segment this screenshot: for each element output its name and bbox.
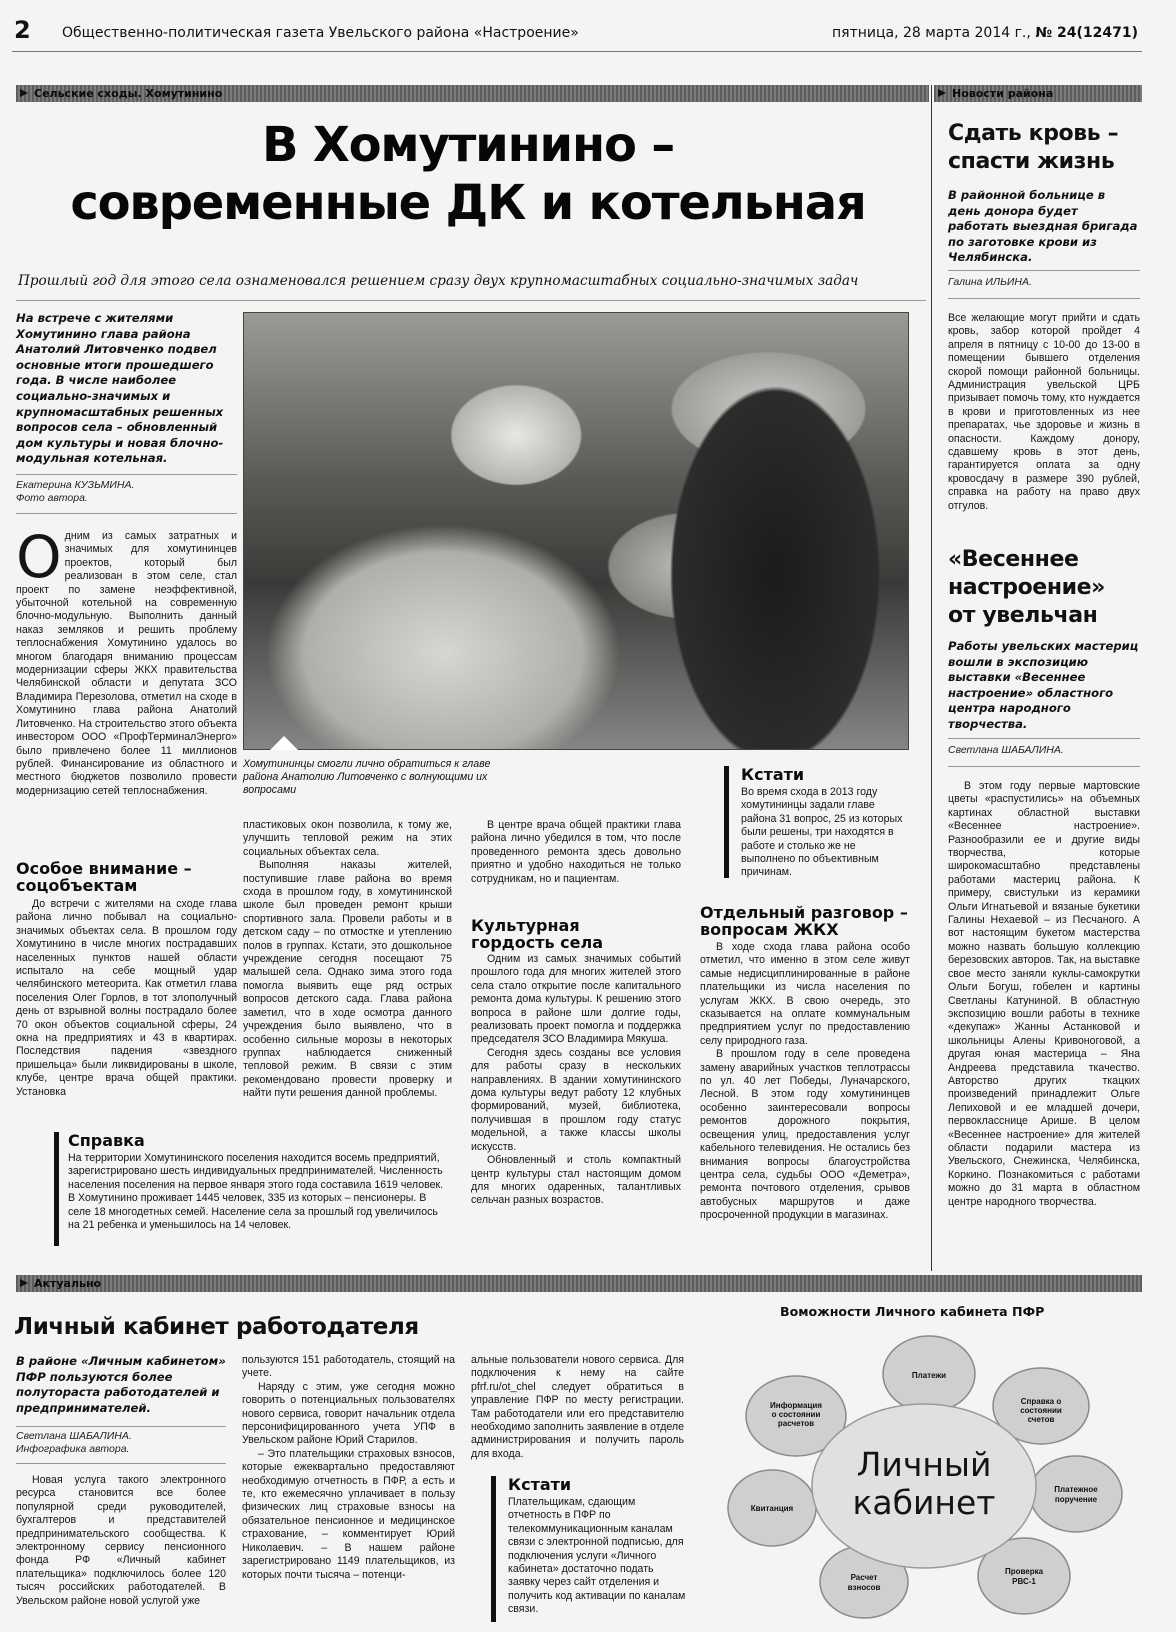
petal-label-account-statement: Справка о состоянии счетов [1020, 1397, 1062, 1424]
sidebar-2-lead-rule [948, 738, 1140, 739]
dropcap: О [16, 523, 62, 591]
sidebar-2-title-line-1: «Весеннее [948, 547, 1079, 572]
section-label-bottom: Актуально [16, 1275, 1142, 1292]
subtitle-rule [16, 300, 926, 301]
column-4-paragraph-1: В ходе схода глава района особо отметил, что именно в этом селе живут самые недисциплинированные в районе плательщики из числа населения по услугам ЖКХ. В свою очередь, это сказывается на оплате коммунальным предприятием услуг по предоставлению селу природного газа. [700, 941, 910, 1047]
bottom-column-1-paragraph: Новая услуга такого электронного ресурса становится все более популярной среди руководителей, бухгалтеров и представителей предпринимательского сообщества. К электронному сервису пенсионного фонда РФ «Личный кабинет плательщика» подключилось более 120 тысяч российских работодателей. В Увельском районе новой услугой уже [16, 1474, 226, 1607]
sidebar-1-byline-rule [948, 298, 1140, 299]
column-4-paragraph-2: В прошлом году в селе проведена замену аварийных участков теплотрассы по ул. 40 лет Победы, Луначарского, Лесной. В этом году хомутининцев особенно заинтересовали вопросы ремонтов дорожного покрытия, освещения улиц, предоставления услуг кабельного телевидения. Не остались без внимания вопросы благоустройства центра села, судьбы ООО «Деметра», ремонта почтового отделения, срывов автобусных маршрутов и даже просроченной продукции в магазинах. [700, 1048, 910, 1222]
center-label-line-1: Личный [856, 1445, 992, 1484]
bottom-column-2 [242, 1354, 455, 1582]
subhead-social-objects: Особое внимание – соцобъектам [16, 859, 192, 895]
bottom-kstati-bar [491, 1476, 496, 1622]
sidebar-article-2-title [948, 546, 1148, 630]
bottom-article-title: Личный кабинет работодателя [14, 1314, 419, 1340]
bottom-column-2-paragraph-3: – Это плательщики страховых взносов, которые ежеквартально предоставляют необходимую отчетность в ПФР, а есть и те, кто ежемесячно уплачивает в пользу физических лиц страховые взносы на обязательное пенсионное и медицинское страхование, – комментирует Юрий Николаевич. – В нашем районе зарегистрировано 1149 плательщиков, из которых почти тысяча – потенци- [242, 1447, 455, 1581]
petal-node-receipt [728, 1470, 816, 1546]
issue-date: пятница, 28 марта 2014 г., [832, 25, 1031, 41]
kstati-bar [724, 766, 729, 878]
main-lead: На встрече с жителями Хомутинино глава района Анатолий Литовченко подвел основные итоги прошедшего года. В числе наиболее социально-значимых и крупномасштабных решенных вопросов села – обновленный дом культуры и новая блочно-модульная котельная. [16, 311, 224, 466]
section-bar-bottom [16, 1275, 1142, 1292]
newspaper-name: Общественно-политическая газета Увельского района «Настроение» [62, 25, 579, 41]
bottom-kstati-title: Кстати [508, 1475, 572, 1494]
bottom-lead: В районе «Личным кабинетом» ПФР пользуются более полутораста работодателей и предпринимателей. [16, 1354, 226, 1415]
issue-number: № 24(12471) [1035, 25, 1138, 41]
spravka-title: Справка [68, 1131, 145, 1150]
sidebar-2-title-line-2: настроение» [948, 575, 1105, 600]
page-number: 2 [14, 16, 31, 44]
sidebar-1-lead-rule [948, 270, 1140, 271]
bottom-column-2-paragraph-1: пользуются 151 работодатель, стоящий на учете. [242, 1354, 455, 1380]
intro-column [16, 523, 238, 798]
column-2-text [243, 819, 452, 1101]
bottom-author-info: Инфографика автора. [16, 1443, 130, 1456]
byline-rule [16, 513, 237, 514]
main-article-title [18, 116, 918, 232]
petal-label-receipt: Квитанция [750, 1504, 794, 1513]
column-3-paragraph-4: Обновленный и столь компактный центр культуры стал настоящим домом для многих одаренных, талантливых сельчан разных возрастов. [471, 1154, 681, 1207]
section-label-main: Сельские сходы. Хомутинино [16, 85, 929, 102]
center-node [812, 1404, 1036, 1568]
center-label-line-2: кабинет [852, 1483, 996, 1522]
column-4-text [700, 941, 910, 1223]
section-bar-main [16, 85, 929, 102]
kstati-text: Во время схода в 2013 году хомутининцы задали главе района 31 вопрос, 25 из которых были решены, три находятся в работе и столько же не выполнено по объективным причинам. [741, 786, 903, 879]
petal-node-payment-order [1030, 1456, 1122, 1532]
sidebar-1-author: Галина ИЛЬИНА. [948, 276, 1032, 288]
kstati-title: Кстати [741, 765, 805, 784]
photo-caption: Хомутининцы смогли лично обратиться к главе района Анатолию Литовченко с волнующими их вопросами [243, 758, 491, 796]
column-1-text [16, 898, 237, 1099]
bottom-kstati-text: Плательщикам, сдающим отчетность в ПФР по телекоммуникационным каналам связи с электронной подписью, для подключения услуги «Личного кабинета» достаточно подать заявку через сайт отделения и получить код активации по каналам связи. [508, 1496, 686, 1616]
bottom-column-3 [471, 1354, 684, 1461]
column-3-text-2 [471, 953, 681, 1208]
main-title-line-1: В Хомутинино – [261, 117, 675, 173]
petal-node-payments [883, 1336, 975, 1412]
bottom-byline-rule [16, 1463, 226, 1464]
bottom-lead-rule [16, 1426, 226, 1427]
bottom-author: Светлана ШАБАЛИНА. [16, 1430, 132, 1442]
column-2-paragraph-2: Выполняя наказы жителей, поступившие главе района во время схода в прошлом году, в хомутининской школе был проведен ремонт крыши спортивного зала. Провели работы и в детском саду – по отмостке и утеплению полов в группах. Кстати, это дошкольное учреждение сегодня посещают 75 малышей села. Однако зима этого года помогла выявить еще ряд острых вопросов детского сада. Глава района заметил, что в ходе осмотра данного учреждения было выявлено, что в особенно сильные морозы в некоторых группах наблюдается сниженный тепловой режим. В связи с этим рекомендовано провести проверку и найти пути решения данной проблемы. [243, 859, 452, 1100]
sidebar-divider [931, 85, 932, 1271]
bottom-column-2-paragraph-2: Наряду с этим, уже сегодня можно говорить о потенциальных пользователях нового сервиса, говорит начальник отдела персонифицированного учета УПФ в Увельском районе Юрий Старилов. [242, 1380, 455, 1447]
main-byline [16, 479, 237, 506]
column-1-paragraph: До встречи с жителями на сходе глава района лично побывал на социально-значимых объектах села. В прошлом году Хомутинино в числе многих пострадавших населенных пунктов нашей области испытало на себе мощный удар челябинского метеорита. Как отметил глава поселения Олег Горлов, в тот злополучный день от взрывной волны пострадало более 70 окон объектов социальной сферы, 24 окна на предприятиях и 43 в квартирах. Последствия падения «звездного пришельца» были ликвидированы в школе, клубе, центре врача общей практики. Установка [16, 898, 237, 1098]
intro-text: дним из самых затратных и значимых для хомутининцев проектов, который был реализован в этом селе, стал проект по замене неэффективной, убыточной котельной на современную блочно-модульную. Выполнить данный наказ земляков и решить проблему теплоснабжения Хомутинино удалось во многом благодаря вниманию процессам модернизации сферы ЖКХ правительства Челябинской области и депутата ЗСО Владимира Перезолова, отметил на сходе в Хомутинино глава района Анатолий Литовченко. На строительство этого объекта инвестором ООО «ПрофТерминалЭнерго» было привлечено более 11 миллионов рублей. Финансирование из областного и местного бюджетов позволило провести модернизацию сетей теплоснабжения. [16, 530, 238, 797]
sidebar-2-byline-rule [948, 766, 1140, 767]
bottom-column-3-paragraph-1: альные пользователи нового сервиса. Для подключения к нему на сайте pfrf.ru/ot_chel следует обратиться в управление ПФР по месту регистрации. Там работодатели или его представителю необходимо заполнить заявление в отделе администрирования и получить пароль для входа. [471, 1354, 684, 1460]
column-3-paragraph-1: В центре врача общей практики глава района лично убедился в том, что после проведенного ремонта здесь довольно приятно и удобно находиться не только сотрудникам, но и пациентам. [471, 819, 681, 885]
petal-label-payment-order: Платежное поручение [1054, 1485, 1098, 1504]
photo-marker-icon [270, 736, 298, 750]
page-header [0, 0, 1176, 60]
subhead-culture: Культурная гордость села [471, 916, 604, 952]
petal-label-contributions: Расчет взносов [847, 1573, 881, 1592]
sidebar-2-author: Светлана ШАБАЛИНА. [948, 744, 1064, 756]
sidebar-1-title-line-2: спасти жизнь [948, 149, 1115, 174]
main-photo [243, 312, 909, 750]
section-bar-sidebar [934, 85, 1142, 102]
main-author: Екатерина КУЗЬМИНА. [16, 479, 135, 491]
column-3-paragraph-2: Одним из самых значимых событий прошлого года для многих жителей этого села стало открытие после капитального ремонта дома культуры. К решению этого вопроса в районе шли долгие годы, реализовать проект помогла и поддержка председателя ЗСО Владимира Мякуша. [471, 953, 681, 1046]
petal-label-rsv-check: Проверка РВС-1 [1004, 1567, 1044, 1586]
sidebar-2-text [948, 780, 1140, 1209]
header-rule [12, 51, 1142, 52]
petal-label-settlement-info: Информация о состоянии расчетов [770, 1401, 822, 1428]
sidebar-1-text: Все желающие могут прийти и сдать кровь, забор которой пройдет 4 апреля в пятницу с 10-00 до 13-00 в помещении бывшего отделения скорой помощи районной больницы. Администрация увельской ЦРБ призывает помочь тому, кто нуждается в крови и приготовленных из нее препаратах, чье здоровье и жизнь в опасности. Каждому донору, сдавшему кровь в этот день, гарантируется оплата за одну кровосдачу в размере 390 рублей, справка на работу на право двух отгулов. [948, 312, 1140, 512]
sidebar-1-title-line-1: Сдать кровь – [948, 121, 1119, 146]
column-3-paragraph-3: Сегодня здесь созданы все условия для работы сразу в нескольких направлениях. В здании хомутининского дома культуры ведут работу 12 клубных формирований, музей, библиотека, получившая в прошлом году статус модельной, а также классы школы искусств. [471, 1046, 681, 1153]
section-label-sidebar: Новости района [934, 85, 1142, 102]
sidebar-2-paragraph: В этом году первые мартовские цветы «распустились» на объемных картинах областной выставки «Весеннее настроение». Разнообразили ее и другие виды творчества, которые широкомасштабно представлены работами мастериц района. К примеру, свистульки из керамики Ольги Игнатьевой и вязаные букетики Галины Нехаевой – из Песчаного. А вот настоящим букетом мастерства можно назвать большую коллекцию березовских авторов. Так, на выставке свое место заняли куклы-самокрутки Ольги Богуш, гобелен и картины Светланы Катуниной. В областную экспозицию вошли работы в технике «декупаж» Жанны Астанковой и школьницы Алены Кривоноговой, а другая юная мастерица – Яна Андреева представила ткачество. Авторство других ткацких произведений принадлежит Ольге Лепиховой и ее младшей дочери, первокласснице Арише. В целом «Весеннее настроение» для жителей области подарили мастера из Увельского, Снежинска, Челябинска, Коркино. Познакомиться с работами можно до 31 марта в областном центре народного творчества. [948, 780, 1140, 1208]
sidebar-2-title-line-3: от увельчан [948, 603, 1098, 628]
infographic-title: Воможности Личного кабинета ПФР [780, 1304, 1045, 1319]
bottom-column-1 [16, 1474, 226, 1608]
issue-info [832, 24, 1138, 42]
main-title-line-2: современные ДК и котельная [70, 175, 866, 231]
main-author-photo: Фото автора. [16, 492, 88, 505]
spravka-bar [54, 1132, 59, 1246]
infographic-diagram [724, 1326, 1146, 1630]
column-2-paragraph-1: пластиковых окон позволила, к тому же, улучшить тепловой режим на этих социальных объектах села. [243, 819, 452, 858]
subhead-housing: Отдельный разговор – вопросам ЖКХ [700, 903, 908, 939]
bottom-byline [16, 1430, 226, 1457]
lead-rule [16, 474, 237, 475]
sidebar-2-lead: Работы увельских мастериц вошли в экспозицию выставки «Весеннее настроение» областного центра народного творчества. [948, 639, 1139, 731]
pfr-infographic [724, 1300, 1146, 1630]
column-3-text [471, 819, 681, 886]
petal-label-payments: Платежи [911, 1371, 947, 1380]
spravka-text: На территории Хомутининского поселения находится восемь предприятий, зарегистрировано шесть индивидуальных предпринимателей. Численность населения поселения на первое января этого года составила 1619 человек. В Хомутинино проживает 1445 человек, 335 из которых – пенсионеры. В селе 18 многодетных семей. Население села за прошлый год увеличилось на 21 ребенка и уменьшилось на 14 человек. [68, 1152, 444, 1232]
sidebar-article-1-title [948, 120, 1148, 176]
sidebar-1-lead: В районной больнице в день донора будет работать выездная бригада по заготовке крови из Челябинска. [948, 188, 1138, 265]
main-article-subtitle: Прошлый год для этого села ознаменовался решением сразу двух крупномасштабных социально-значимых задач [18, 273, 859, 289]
